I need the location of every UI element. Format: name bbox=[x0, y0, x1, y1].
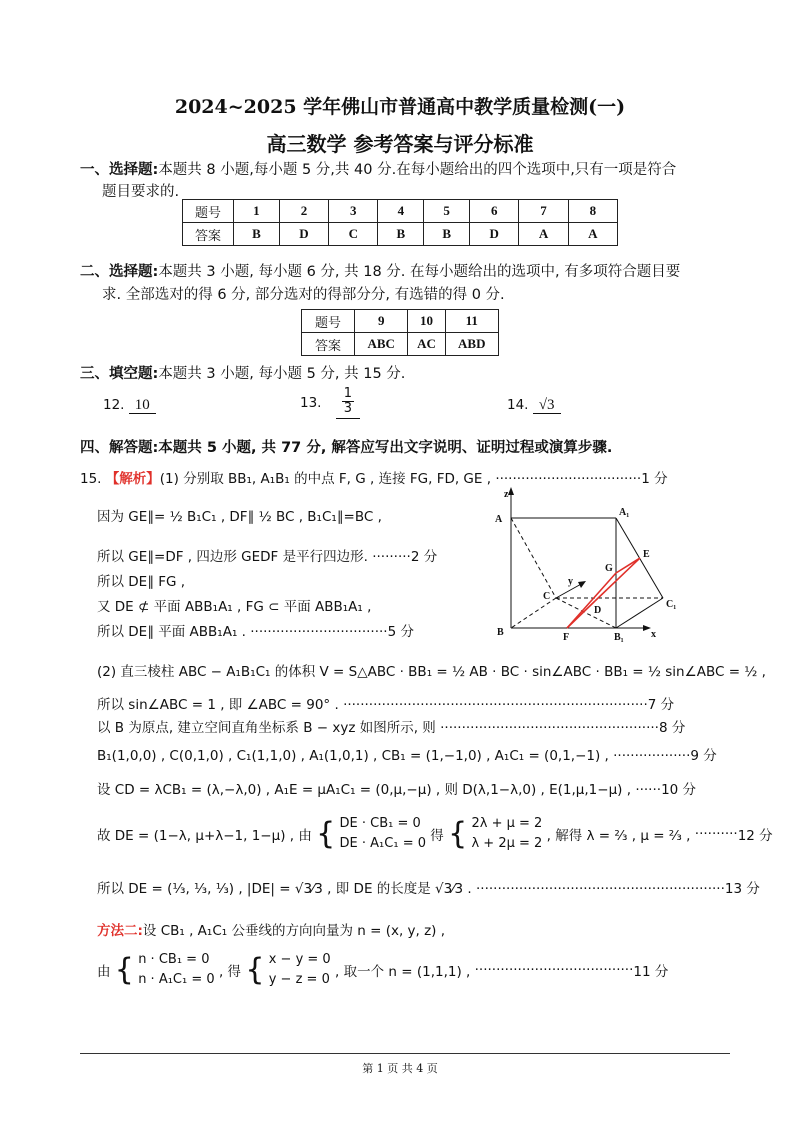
segment-GE bbox=[616, 558, 640, 573]
eq: y − z = 0 bbox=[268, 972, 330, 987]
section2-head: 二、选择题: bbox=[80, 264, 159, 280]
system-4 bbox=[269, 950, 331, 990]
eq: x − y = 0 bbox=[268, 952, 331, 967]
q15-line6: 所以 DE∥ 平面 ABB₁A₁ . ································5 分 bbox=[97, 624, 414, 640]
q15-line13: 所以 DE = (⅓, ⅓, ⅓) , |DE| = √3⁄3 , 即 DE 的长度是 √3⁄3 . ··························································13 分 bbox=[97, 881, 760, 897]
a-cell: C bbox=[329, 223, 378, 246]
q15-line15: 由 { n · CB₁ = 0 n · A₁C₁ = 0 , 得 { x − y = 0 y − z = 0 , 取一个 n = (1,1,1) , ·····································11 分 bbox=[97, 950, 668, 994]
q15-number: 15. bbox=[80, 471, 102, 487]
row-label: 题号 bbox=[302, 310, 355, 333]
section2-text2: 求. 全部选对的得 6 分, 部分选对的得部分分, 有选错的得 0 分. bbox=[102, 287, 505, 303]
a-cell: B bbox=[234, 223, 280, 246]
eq: λ + 2μ = 2 bbox=[471, 836, 543, 851]
edge-CB bbox=[511, 598, 556, 628]
score: 2 分 bbox=[410, 549, 438, 565]
label-B: B bbox=[497, 627, 504, 638]
a-cell: D bbox=[279, 223, 328, 246]
label-D: D bbox=[594, 605, 602, 616]
system-3 bbox=[138, 950, 214, 990]
q15-text: 设 CD = λCB₁ = (λ,−λ,0) , A₁E = μA₁C₁ = (0,μ,−μ) , 则 D(λ,1−λ,0) , E(1,μ,1−μ) , bbox=[97, 782, 632, 798]
edge-CB1 bbox=[556, 598, 616, 628]
label-A1: A₁ bbox=[619, 507, 630, 518]
q15-text: 设 CB₁ , A₁C₁ 公垂线的方向向量为 n = (x, y, z) , bbox=[142, 923, 446, 939]
page-subtitle: 高三数学 参考答案与评分标准 bbox=[266, 132, 534, 156]
a-cell: D bbox=[470, 223, 519, 246]
y-arrow-icon bbox=[578, 581, 586, 588]
a-cell: AC bbox=[408, 333, 445, 356]
score: 11 分 bbox=[633, 964, 669, 980]
edge-C1B1 bbox=[616, 598, 663, 628]
a-cell: B bbox=[378, 223, 424, 246]
q15-text: 得 bbox=[430, 828, 444, 844]
score: 9 分 bbox=[690, 748, 717, 764]
segment-FG bbox=[567, 573, 616, 628]
q15-line7: (2) 直三棱柱 ABC − A₁B₁C₁ 的体积 V = S△ABC · BB₁ = ½ AB · BC · sin∠ABC · BB₁ = ½ sin∠ABC = ½ , bbox=[97, 664, 766, 680]
answer-13 bbox=[300, 387, 360, 419]
score: 5 分 bbox=[387, 624, 414, 640]
q15-text: , 解得 λ = ⅔ , μ = ⅔ , bbox=[546, 828, 691, 844]
section2-answer-table bbox=[301, 309, 499, 356]
row-label: 答案 bbox=[302, 333, 355, 356]
q13-numerator: 1 bbox=[343, 386, 353, 401]
q-cell: 2 bbox=[279, 200, 328, 223]
q13-denominator: 3 bbox=[343, 401, 353, 416]
q15-text: 所以 DE∥ 平面 ABB₁A₁ . bbox=[97, 624, 246, 640]
section3-text: 本题共 3 小题, 每小题 5 分, 共 15 分. bbox=[158, 366, 406, 382]
prism-figure bbox=[488, 485, 688, 645]
q15-line8: 所以 sin∠ABC = 1 , 即 ∠ABC = 90° . ·······································································7 分 bbox=[97, 697, 675, 713]
a-cell: B bbox=[424, 223, 470, 246]
q-cell: 4 bbox=[378, 200, 424, 223]
section1-text: 本题共 8 小题,每小题 5 分,共 40 分.在每小题给出的四个选项中,只有一项是符合 bbox=[158, 162, 677, 178]
method2-tag: 方法二: bbox=[97, 923, 143, 939]
q12-label: 12. bbox=[103, 397, 125, 413]
q15-line9: 以 B 为原点, 建立空间直角坐标系 B − xyz 如图所示, 则 ···················································8 分 bbox=[97, 720, 686, 736]
q15-line3: 所以 GE∥=DF , 四边形 GEDF 是平行四边形. ·········2 分 bbox=[97, 549, 438, 565]
a-cell: A bbox=[519, 223, 568, 246]
table-row bbox=[183, 200, 618, 223]
a-cell: ABD bbox=[445, 333, 498, 356]
section2-line1 bbox=[80, 260, 680, 281]
a-cell: ABC bbox=[355, 333, 408, 356]
q15-text: 所以 GE∥=DF , 四边形 GEDF 是平行四边形. bbox=[97, 549, 368, 565]
q15-line14 bbox=[97, 919, 445, 939]
q-cell: 1 bbox=[234, 200, 280, 223]
q15-line1: 15. 【解析】(1) 分别取 BB₁, A₁B₁ 的中点 F, G , 连接 FG, FD, GE , ··································1 分 bbox=[80, 471, 668, 487]
label-z: z bbox=[504, 489, 509, 500]
label-C1: C₁ bbox=[666, 599, 677, 610]
label-y: y bbox=[568, 576, 573, 587]
q-cell: 5 bbox=[424, 200, 470, 223]
q-cell: 3 bbox=[329, 200, 378, 223]
label-F: F bbox=[563, 632, 570, 643]
table-row bbox=[302, 333, 499, 356]
q-cell: 9 bbox=[355, 310, 408, 333]
q-cell: 8 bbox=[568, 200, 617, 223]
q15-text: , 取一个 n = (1,1,1) , bbox=[335, 964, 471, 980]
eq: n · CB₁ = 0 bbox=[138, 952, 210, 967]
score: 13 分 bbox=[724, 881, 760, 897]
section1-head: 一、选择题: bbox=[80, 162, 159, 178]
q15-text: 由 bbox=[97, 964, 111, 980]
score: 7 分 bbox=[647, 697, 675, 713]
q-cell: 11 bbox=[445, 310, 498, 333]
row-label: 答案 bbox=[183, 223, 234, 246]
eq: DE · CB₁ = 0 bbox=[339, 816, 421, 831]
q15-text: 以 B 为原点, 建立空间直角坐标系 B − xyz 如图所示, 则 bbox=[97, 720, 436, 736]
q15-text: 所以 DE = (⅓, ⅓, ⅓) , |DE| = √3⁄3 , 即 DE 的长度是 √3⁄3 . bbox=[97, 881, 472, 897]
a-cell: A bbox=[568, 223, 617, 246]
score: 10 分 bbox=[661, 782, 697, 798]
section1-answer-table bbox=[182, 199, 618, 246]
q13-answer bbox=[336, 387, 360, 419]
q15-line12: 故 DE = (1−λ, μ+λ−1, 1−μ) , 由 { DE · CB₁ = 0 DE · A₁C₁ = 0 得 { 2λ + μ = 2 λ + 2μ = 2 , 解得 λ = ⅔ , μ = ⅔ , ··········12 分 bbox=[97, 814, 773, 858]
edge-AC bbox=[511, 518, 556, 598]
page-footer: 第 1 页 共 4 页 bbox=[362, 1062, 438, 1075]
q15-text: 故 DE = (1−λ, μ+λ−1, 1−μ) , 由 bbox=[97, 828, 312, 844]
label-C: C bbox=[543, 591, 551, 602]
q13-label: 13. bbox=[300, 395, 322, 411]
q14-label: 14. bbox=[507, 397, 529, 413]
x-arrow-icon bbox=[643, 625, 651, 631]
q15-text: (1) 分别取 BB₁, A₁B₁ 的中点 F, G , 连接 FG, FD, GE , bbox=[159, 471, 492, 487]
q15-text: , 得 bbox=[218, 964, 242, 980]
section4-head: 四、解答题:本题共 5 小题, 共 77 分, 解答应写出文字说明、证明过程或演算步骤. bbox=[80, 440, 613, 456]
score: 1 分 bbox=[641, 471, 668, 487]
q15-line5: 又 DE ⊄ 平面 ABB₁A₁ , FG ⊂ 平面 ABB₁A₁ , bbox=[97, 599, 372, 615]
section1-text2: 题目要求的. bbox=[102, 184, 180, 200]
system-2 bbox=[471, 814, 542, 854]
q15-text: B₁(1,0,0) , C(0,1,0) , C₁(1,1,0) , A₁(1,0,1) , CB₁ = (1,−1,0) , A₁C₁ = (0,1,−1) , bbox=[97, 748, 609, 764]
section1-line1 bbox=[80, 158, 676, 179]
label-E: E bbox=[643, 549, 650, 560]
eq: n · A₁C₁ = 0 bbox=[138, 972, 215, 987]
table-row bbox=[302, 310, 499, 333]
page-title: 2024~2025 学年佛山市普通高中教学质量检测(一) bbox=[174, 96, 626, 118]
q12-answer: 10 bbox=[129, 397, 156, 414]
eq: DE · A₁C₁ = 0 bbox=[339, 836, 426, 851]
score: 12 分 bbox=[737, 828, 773, 844]
q15-line10: B₁(1,0,0) , C(0,1,0) , C₁(1,1,0) , A₁(1,0,1) , CB₁ = (1,−1,0) , A₁C₁ = (0,1,−1) , ··················9 分 bbox=[97, 748, 717, 764]
label-G: G bbox=[605, 563, 613, 574]
label-A: A bbox=[495, 514, 503, 525]
q15-line2: 因为 GE∥= ½ B₁C₁ , DF∥ ½ BC , B₁C₁∥=BC , bbox=[97, 509, 382, 525]
label-x: x bbox=[651, 629, 656, 640]
q15-text: 所以 sin∠ABC = 1 , 即 ∠ABC = 90° . bbox=[97, 697, 339, 713]
answer-14 bbox=[507, 397, 561, 414]
answer-12 bbox=[103, 397, 156, 414]
row-label: 题号 bbox=[183, 200, 234, 223]
analysis-tag: 【解析】 bbox=[105, 471, 160, 487]
eq: 2λ + μ = 2 bbox=[471, 816, 543, 831]
q15-line11: 设 CD = λCB₁ = (λ,−λ,0) , A₁E = μA₁C₁ = (0,μ,−μ) , 则 D(λ,1−λ,0) , E(1,μ,1−μ) , ······10 分 bbox=[97, 782, 697, 798]
q15-line4: 所以 DE∥ FG , bbox=[97, 574, 186, 590]
table-row bbox=[183, 223, 618, 246]
score: 8 分 bbox=[658, 720, 686, 736]
segment-DE bbox=[595, 558, 640, 601]
label-B1: B₁ bbox=[614, 632, 624, 643]
section3-head: 三、填空题: bbox=[80, 366, 159, 382]
footer-divider bbox=[80, 1053, 730, 1054]
section2-text: 本题共 3 小题, 每小题 6 分, 共 18 分. 在每小题给出的选项中, 有多项符合题目要 bbox=[158, 264, 681, 280]
q-cell: 7 bbox=[519, 200, 568, 223]
z-arrow-icon bbox=[508, 487, 514, 495]
q14-answer: √3 bbox=[533, 397, 561, 414]
q-cell: 6 bbox=[470, 200, 519, 223]
section3-line1 bbox=[80, 362, 405, 383]
q-cell: 10 bbox=[408, 310, 445, 333]
system-1 bbox=[340, 814, 426, 854]
